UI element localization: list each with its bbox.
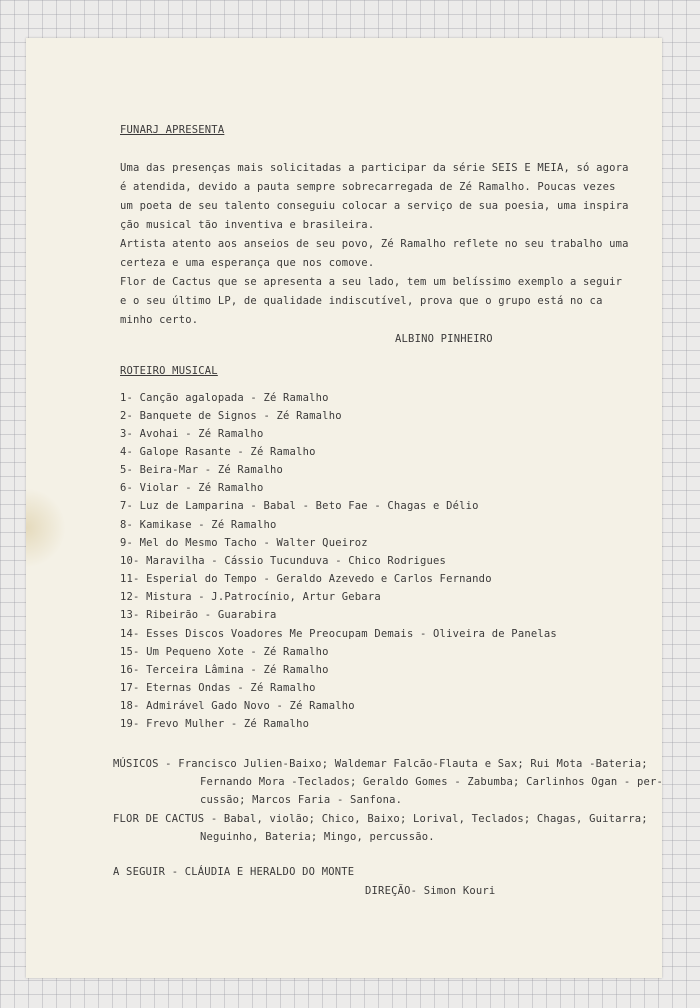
paper-stain bbox=[26, 488, 66, 568]
setlist-item: 5- Beira-Mar - Zé Ramalho bbox=[120, 464, 284, 476]
setlist-item: 2- Banquete de Signos - Zé Ramalho bbox=[120, 410, 342, 422]
setlist-item: 8- Kamikase - Zé Ramalho bbox=[120, 519, 277, 531]
intro-line: Artista atento aos anseios de seu povo, Zé Ramalho reflete no seu trabalho uma bbox=[120, 238, 629, 250]
intro-line: minho certo. bbox=[120, 314, 199, 326]
setlist-item: 19- Frevo Mulher - Zé Ramalho bbox=[120, 718, 310, 730]
band-line: Neguinho, Bateria; Mingo, percussão. bbox=[200, 831, 435, 843]
setlist-title: ROTEIRO MUSICAL bbox=[120, 365, 218, 377]
setlist-item: 7- Luz de Lamparina - Babal - Beto Fae - Chagas e Délio bbox=[120, 500, 479, 512]
setlist-item: 6- Violar - Zé Ramalho bbox=[120, 482, 264, 494]
setlist-item: 13- Ribeirão - Guarabira bbox=[120, 609, 277, 621]
setlist-item: 10- Maravilha - Cássio Tucunduva - Chico Rodrigues bbox=[120, 555, 447, 567]
musicians-line: cussão; Marcos Faria - Sanfona. bbox=[200, 794, 403, 806]
intro-line: ção musical tão inventiva e brasileira. bbox=[120, 219, 375, 231]
setlist-item: 15- Um Pequeno Xote - Zé Ramalho bbox=[120, 646, 329, 658]
musicians-line: MÚSICOS - Francisco Julien-Baixo; Waldemar Falcão-Flauta e Sax; Rui Mota -Bateria; bbox=[113, 758, 648, 770]
setlist-item: 18- Admirável Gado Novo - Zé Ramalho bbox=[120, 700, 355, 712]
setlist-item: 12- Mistura - J.Patrocínio, Artur Gebara bbox=[120, 591, 381, 603]
intro-line: Uma das presenças mais solicitadas a participar da série SEIS E MEIA, só agora bbox=[120, 162, 629, 174]
direction-credit: DIREÇÃO- Simon Kouri bbox=[365, 885, 496, 897]
intro-line: certeza e uma esperança que nos comove. bbox=[120, 257, 375, 269]
setlist-item: 9- Mel do Mesmo Tacho - Walter Queiroz bbox=[120, 537, 368, 549]
musicians-line: Fernando Mora -Teclados; Geraldo Gomes - Zabumba; Carlinhos Ogan - per- bbox=[200, 776, 664, 788]
setlist-item: 17- Eternas Ondas - Zé Ramalho bbox=[120, 682, 316, 694]
setlist-item: 14- Esses Discos Voadores Me Preocupam Demais - Oliveira de Panelas bbox=[120, 628, 557, 640]
heading: FUNARJ APRESENTA bbox=[120, 124, 225, 136]
setlist-item: 16- Terceira Lâmina - Zé Ramalho bbox=[120, 664, 329, 676]
setlist-item: 1- Canção agalopada - Zé Ramalho bbox=[120, 392, 329, 404]
next-act: A SEGUIR - CLÁUDIA E HERALDO DO MONTE bbox=[113, 866, 355, 878]
band-line: FLOR DE CACTUS - Babal, violão; Chico, Baixo; Lorival, Teclados; Chagas, Guitarra; bbox=[113, 813, 648, 825]
intro-line: Flor de Cactus que se apresenta a seu lado, tem um belíssimo exemplo a seguir bbox=[120, 276, 623, 288]
setlist-item: 4- Galope Rasante - Zé Ramalho bbox=[120, 446, 316, 458]
setlist-item: 3- Avohai - Zé Ramalho bbox=[120, 428, 264, 440]
intro-line: um poeta de seu talento conseguiu colocar a serviço de sua poesia, uma inspira bbox=[120, 200, 629, 212]
signature: ALBINO PINHEIRO bbox=[395, 333, 493, 345]
setlist-item: 11- Esperial do Tempo - Geraldo Azevedo e Carlos Fernando bbox=[120, 573, 492, 585]
intro-line: é atendida, devido a pauta sempre sobrecarregada de Zé Ramalho. Poucas vezes bbox=[120, 181, 616, 193]
intro-line: e o seu último LP, de qualidade indiscutível, prova que o grupo está no ca bbox=[120, 295, 603, 307]
